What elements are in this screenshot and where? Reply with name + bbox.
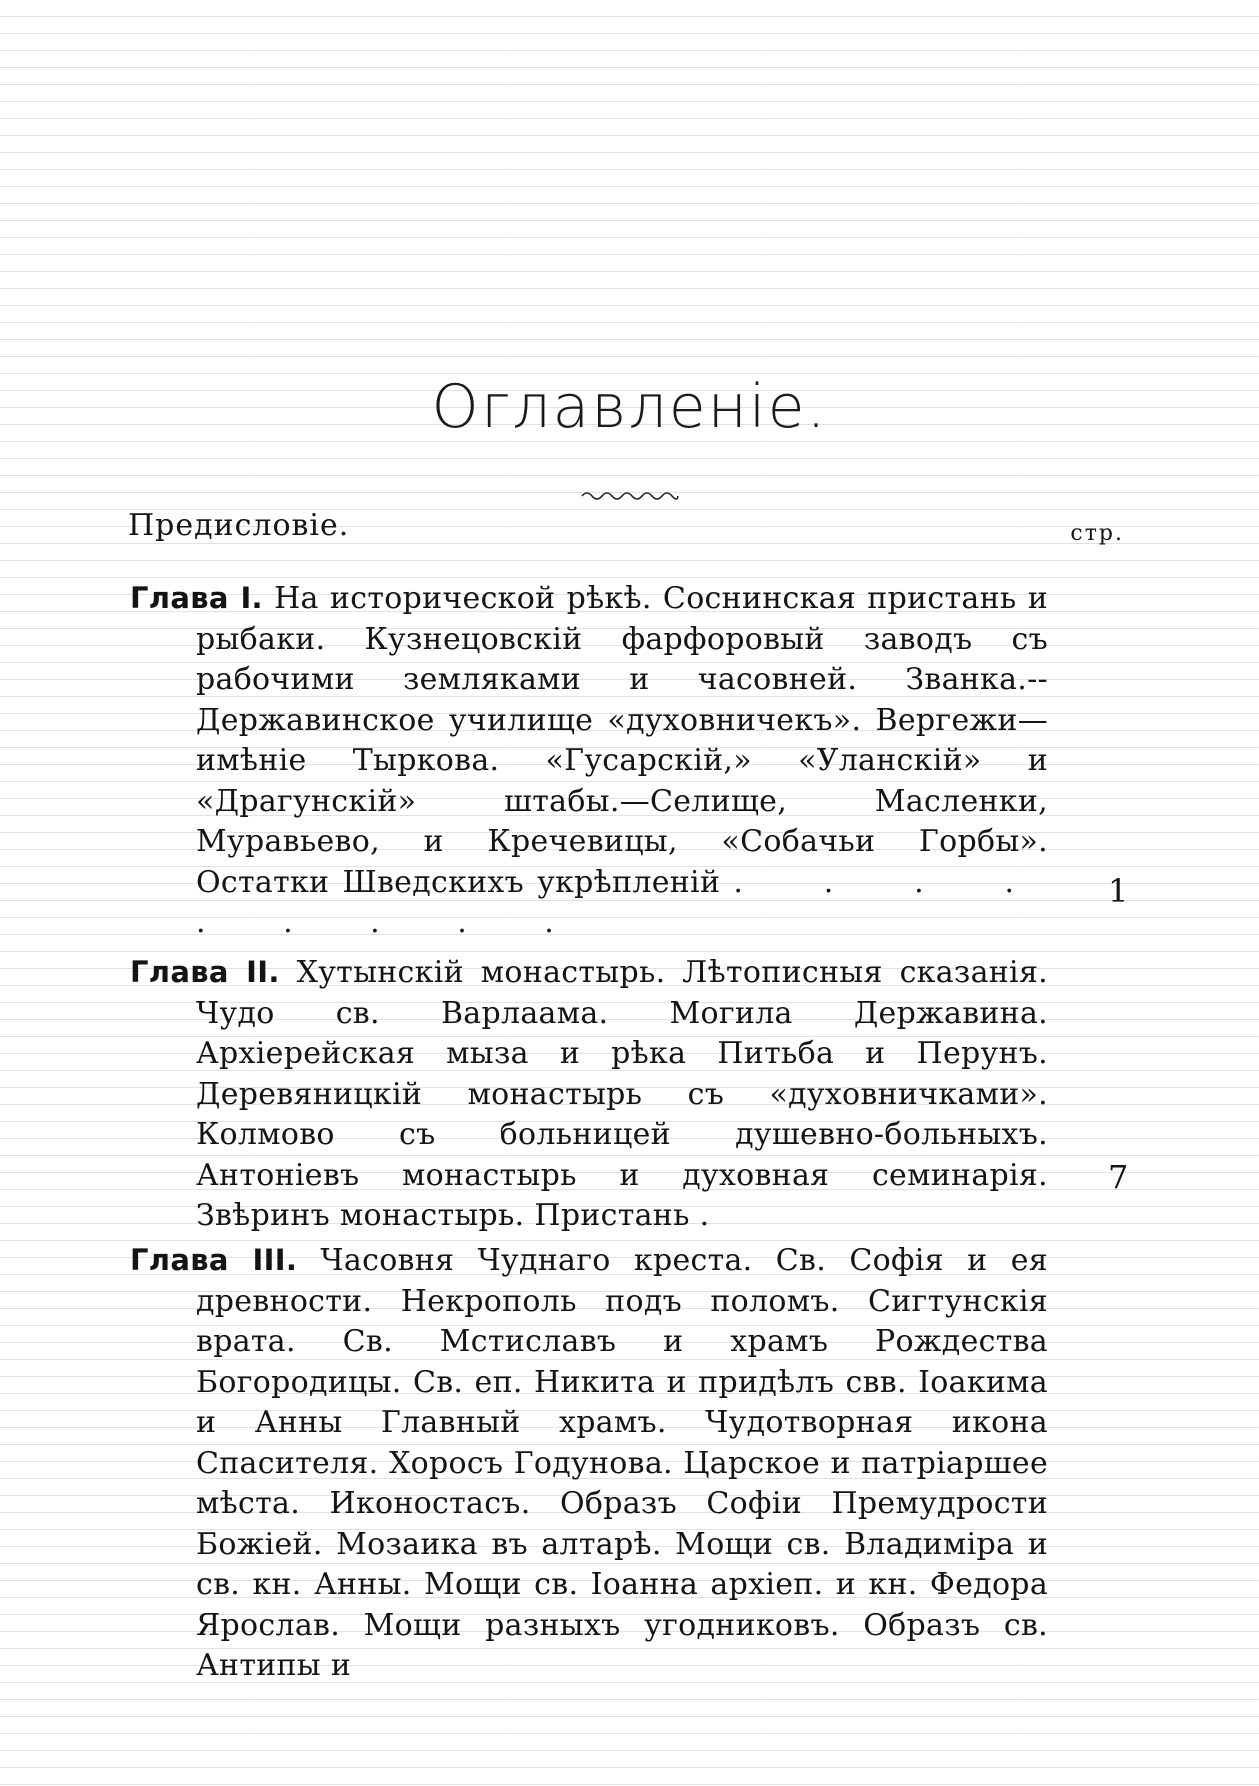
chapter-2-text: Хутынскій монастырь. Лѣтописныя сказанія. Чудо св. Варлаама. Могила Державина. Архіерейская мыза и рѣка Питьба и Перунъ. Деревяницкій монастырь съ «духовничками». Колмово съ больницей душевно-больныхъ. Антоніевъ монастырь и духовная семинарія. Звѣринъ монастырь. Пристань — [196, 955, 1049, 1233]
chapter-1-body — [130, 578, 1048, 944]
toc-entry-chapter-3 — [130, 1240, 1050, 1687]
chapter-1-leader-dots: . . . . . . . . . — [196, 864, 1048, 940]
chapter-1-text: На исторической рѣкѣ. Соснинская пристань и рыбаки. Кузнецовскій фарфоровый заводъ съ рабочими земляками и часовней. Званка.--Державинское училище «духовничекъ». Вергежи—имѣніе Тыркова. «Гусарскій,» «Уланскій» и «Драгунскій» штабы.—Селище, Масленки, Муравьево, и Кречевицы, «Собачьи Горбы». Остатки Шведскихъ укрѣплeній — [196, 581, 1048, 900]
preface-entry: Предисловіе. — [128, 508, 350, 543]
page-column-label: стр. — [1070, 521, 1124, 546]
chapter-2-body — [130, 952, 1048, 1237]
chapter-2-heading: Глава II. — [130, 955, 280, 989]
toc-entry-chapter-1 — [130, 578, 1050, 944]
chapter-3-text: Часовня Чуднаго креста. Св. Софія и ея древности. Некрополь подъ поломъ. Сигтунскія врата. Св. Мстиславъ и храмъ Рождества Богородицы. Св. еп. Никита и придѣлъ свв. Іоакима и Анны Главный храмъ. Чудотворная икона Спасителя. Хоросъ Годунова. Царское и патріаршее мѣста. Иконостасъ. Образъ Софіи Премудрости Божіей. Мозаика въ алтарѣ. Мощи св. Владиміра и св. кн. Анны. Мощи св. Іоанна архіеп. и кн. Федора Ярослав. Мощи разныхъ угодниковъ. Образъ св. Антипы и — [196, 1243, 1048, 1683]
chapter-3-body — [130, 1240, 1048, 1687]
chapter-2-leader-dots: . — [699, 1198, 710, 1233]
chapter-2-page-number: 7 — [1108, 1158, 1129, 1196]
chapter-1-page-number: 1 — [1108, 872, 1129, 910]
chapter-1-heading: Глава I. — [130, 581, 263, 615]
title-ornament-divider — [580, 488, 680, 502]
chapter-3-heading: Глава III. — [130, 1243, 298, 1277]
toc-entry-chapter-2 — [130, 952, 1050, 1237]
page-title: Оглавленіе. — [431, 372, 828, 442]
